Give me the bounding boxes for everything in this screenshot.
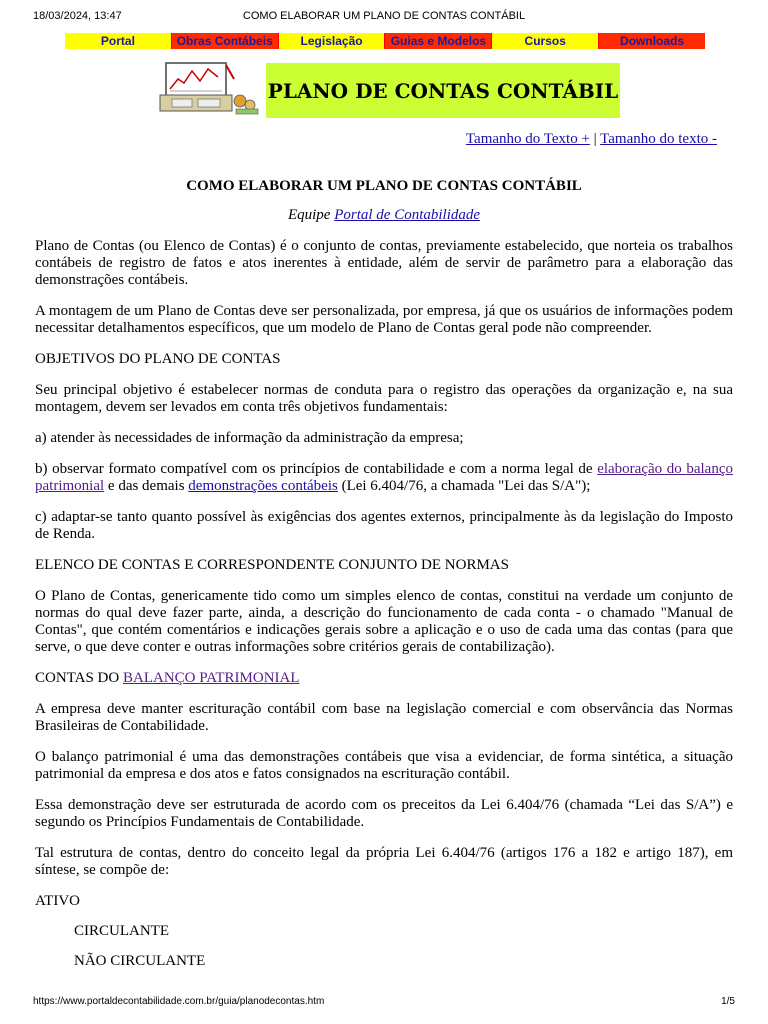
- p5-text-c: (Lei 6.404/76, a chamada "Lei das S/A");: [337, 478, 591, 494]
- text-size-controls: [466, 131, 717, 148]
- article-body: [35, 178, 733, 983]
- accounting-illustration-icon: [152, 61, 262, 119]
- demonstracoes-contabeis-link[interactable]: demonstrações contábeis: [188, 478, 338, 494]
- p5-text-b: e das demais: [104, 478, 189, 494]
- paragraph-7: O Plano de Contas, genericamente tido como um simples elenco de contas, constitui na verdade um conjunto de normas do qual deve fazer parte, ainda, a descrição do funcionamento de cada conta - o chamado "Manual de Contas", que contém comentários e indicações gerais sobre a aplicação e o uso de cada uma das contas (para que serve, o que deve conter e outras informações sobre critérios gerais de contabilização).: [35, 588, 733, 655]
- author-link[interactable]: Portal de Contabilidade: [334, 207, 481, 223]
- nav-item-downloads[interactable]: Downloads: [599, 33, 705, 49]
- author-prefix: Equipe: [287, 207, 331, 223]
- print-header: [0, 0, 768, 24]
- nav-item-legislacao[interactable]: Legislação: [279, 33, 386, 49]
- section-heading-contas-balanco: [35, 670, 733, 687]
- paragraph-10: Essa demonstração deve ser estruturada de acordo com os preceitos da Lei 6.404/76 (chamada “Lei das S/A”) e segundo os Princípios Fundamentais de Contabilidade.: [35, 797, 733, 830]
- nav-item-cursos[interactable]: Cursos: [492, 33, 599, 49]
- print-datetime: 18/03/2024, 13:47: [33, 10, 122, 22]
- paragraph-1: Plano de Contas (ou Elenco de Contas) é o conjunto de contas, previamente estabelecido, que norteia os trabalhos contábeis de registro de fatos e atos inerentes à entidade, além de servir de parâmetro para a elaboração das demonstrações contábeis.: [35, 238, 733, 288]
- page-number: 1/5: [721, 996, 735, 1007]
- paragraph-3: Seu principal objetivo é estabelecer normas de conduta para o registro das operações da organização e, na sua montagem, devem ser levados em conta três objetivos fundamentais:: [35, 382, 733, 415]
- text-size-separator: |: [593, 131, 597, 147]
- balanco-elaboracao-link[interactable]: elaboração do balanço patrimonial: [35, 461, 734, 494]
- top-nav: [65, 33, 705, 49]
- paragraph-4: a) atender às necessidades de informação da administração da empresa;: [35, 430, 464, 446]
- increase-text-size-link[interactable]: Tamanho do Texto +: [465, 131, 590, 147]
- article-author: [35, 207, 733, 224]
- heading-prefix: CONTAS DO: [35, 670, 123, 686]
- list-item-ativo: ATIVO: [35, 893, 80, 909]
- paragraph-2: A montagem de um Plano de Contas deve ser personalizada, por empresa, já que os usuários de informações podem necessitar detalhamentos específicos, que um modelo de Plano de Contas geral pode não compreender.: [35, 303, 733, 336]
- paragraph-9: O balanço patrimonial é uma das demonstrações contábeis que visa a evidenciar, de forma sintética, a situação patrimonial da empresa e dos atos e fatos consignados na escrituração contábil.: [35, 749, 733, 782]
- nav-item-guias-modelos[interactable]: Guias e Modelos: [385, 33, 492, 49]
- section-heading-objetivos: OBJETIVOS DO PLANO DE CONTAS: [35, 351, 281, 367]
- banner-title: PLANO DE CONTAS CONTÁBIL: [267, 78, 619, 103]
- page-url: https://www.portaldecontabilidade.com.br/guia/planodecontas.htm: [33, 996, 325, 1007]
- nav-item-obras-contabeis[interactable]: Obras Contábeis: [172, 33, 279, 49]
- nav-item-portal[interactable]: Portal: [65, 33, 172, 49]
- list-item-nao-circulante: NÃO CIRCULANTE: [74, 953, 206, 969]
- paragraph-5: [35, 461, 733, 495]
- page-banner: [266, 63, 620, 118]
- print-title: COMO ELABORAR UM PLANO DE CONTAS CONTÁBIL: [242, 10, 526, 22]
- section-heading-elenco: ELENCO DE CONTAS E CORRESPONDENTE CONJUNTO DE NORMAS: [35, 557, 509, 573]
- decrease-text-size-link[interactable]: Tamanho do texto -: [600, 131, 717, 147]
- p5-text-a: b) observar formato compatível com os princípios de contabilidade e com a norma legal de: [35, 461, 598, 477]
- list-item-circulante: CIRCULANTE: [74, 923, 169, 939]
- paragraph-11: Tal estrutura de contas, dentro do conceito legal da própria Lei 6.404/76 (artigos 176 a 182 e artigo 187), em síntese, se compõe de:: [35, 845, 733, 878]
- paragraph-8: A empresa deve manter escrituração contábil com base na legislação comercial e com observância das Normas Brasileiras de Contabilidade.: [35, 701, 733, 734]
- paragraph-6: c) adaptar-se tanto quanto possível às exigências dos agentes externos, principalmente às da legislação do Imposto de Renda.: [35, 509, 733, 542]
- balanco-patrimonial-link[interactable]: BALANÇO PATRIMONIAL: [122, 670, 300, 686]
- article-title: COMO ELABORAR UM PLANO DE CONTAS CONTÁBIL: [186, 178, 582, 194]
